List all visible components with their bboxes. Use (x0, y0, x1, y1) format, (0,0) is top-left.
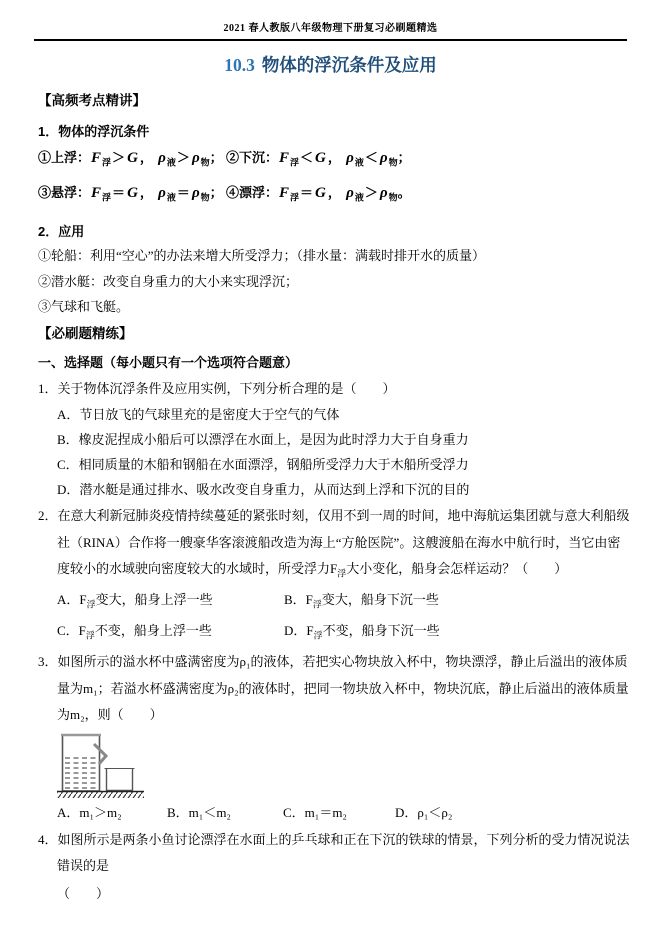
question-1-option-c: C．相同质量的木船和钢船在水面漂浮，钢船所受浮力大于木船所受浮力 (57, 457, 469, 473)
formula-segment: 液 (354, 192, 364, 203)
formula-segment: ρ (379, 184, 388, 201)
question-1-option-b: B．橡皮泥捏成小船后可以漂浮在水面上，是因为此时浮力大于自身重力 (57, 432, 469, 448)
formula-segment: ρ (379, 150, 388, 166)
formula-segment: G (127, 150, 138, 166)
section-heading-practice: 【必刷题精练】 (38, 325, 133, 341)
formula-segment: ， (139, 184, 157, 200)
empty-beaker (105, 768, 135, 790)
formula-segment: ， (139, 150, 157, 165)
title-text: 物体的浮沉条件及应用 (261, 55, 437, 75)
formula-segment: 不变，船身下沉一些 (322, 622, 440, 638)
formula-segment: ＝ (176, 184, 190, 200)
question-2-option-d (284, 618, 511, 649)
question-2-stem (38, 503, 631, 587)
formula-segment: ＜ (364, 150, 378, 165)
formula-segment: ； (209, 184, 226, 200)
formula-segment: 浮 (337, 568, 347, 579)
formula-segment: 物 (200, 192, 210, 203)
section-heading-keypoints: 【高频考点精讲】 (38, 93, 146, 108)
formula-segment: ④漂浮： (225, 184, 278, 200)
keypoint-1-heading: 1．物体的浮沉条件 (38, 124, 150, 139)
formula-segment: 液 (354, 157, 364, 168)
question-1-option-a: A．节日放飞的气球里充的是密度大于空气的气体 (57, 407, 340, 423)
formula-segment: 物 (388, 192, 398, 203)
question-2-options-row-1 (38, 587, 631, 618)
multiple-choice-heading: 一、选择题（每小题只有一个选项符合题意） (38, 354, 299, 370)
formula-segment: 物 (388, 157, 398, 168)
formula-segment: ρ (346, 184, 354, 201)
question-2-option-a (57, 587, 284, 618)
formula-segment: D．F (284, 622, 314, 638)
formula-segment: 液 (166, 157, 176, 168)
float-sink-conditions-line-2 (38, 178, 631, 213)
question-3-option-a: A．m₁＞m₂ (57, 804, 122, 820)
formula-segment: ＞ (364, 184, 378, 200)
document-body (0, 77, 661, 907)
keypoint-2-heading: 2．应用 (38, 224, 85, 240)
application-item-ship: ①轮船：利用“空心”的办法来增大所受浮力；（排水量：满载时排开水的质量） (38, 248, 486, 264)
formula-segment: 2．在意大利新冠肺炎疫情持续蔓延的紧张时刻，仅用不到一周的时间，地中海航运集团就与意大利船级社（RINA）合作将一艘豪华客滚渡船改造为海上“方舱医院”。这艘渡船在海水中航行时，当它由密度较小的水域驶向密度较大的水域时，所受浮力F (38, 508, 630, 577)
formula-segment: ＞ (176, 150, 190, 165)
formula-segment: 液 (166, 192, 176, 203)
formula-segment: F (91, 184, 102, 201)
formula-segment: 物 (200, 157, 210, 168)
document-header: 2021 春人教版八年级物理下册复习必刷题精选 (223, 23, 438, 34)
formula-segment: ； (397, 150, 411, 165)
formula-segment: 浮 (312, 599, 322, 610)
question-3-option-c: C．m₁＝m₂ (283, 804, 347, 820)
formula-segment: ②下沉： (225, 150, 278, 165)
formula-segment: B．F (284, 592, 313, 608)
formula-segment: C．F (57, 622, 86, 638)
formula-segment: ρ (191, 150, 200, 166)
overflow-cup-diagram (56, 731, 148, 799)
formula-segment: ， (327, 184, 345, 200)
formula-segment: ＝ (300, 184, 314, 200)
question-3-figure (56, 731, 631, 799)
ground-hatch (57, 791, 144, 798)
question-3-option-d: D．ρ₁＜ρ₂ (395, 804, 453, 820)
question-3-options (38, 800, 631, 826)
formula-segment: 浮 (86, 599, 96, 610)
question-3-stem: 3．如图所示的溢水杯中盛满密度为ρ₁的液体，若把实心物块放入杯中，物块漂浮，静止后溢出的液体质量为m₁；若溢水杯盛满密度为ρ₂的液体时，把同一物块放入杯中，物块沉底，静止后溢出的液体质量为m₂，则（ ） (38, 654, 629, 723)
formula-segment: 浮 (85, 630, 95, 641)
formula-segment: ρ (346, 150, 354, 166)
formula-segment: ρ (158, 184, 166, 201)
formula-segment: 大小变化，船身会怎样运动？（ ） (346, 561, 568, 577)
formula-segment: F (278, 150, 289, 166)
formula-segment: 变大，船身上浮一些 (95, 592, 213, 608)
formula-segment: ＞ (112, 150, 126, 165)
formula-segment: ρ (191, 184, 200, 201)
question-2-option-b (284, 587, 511, 618)
formula-segment: 浮 (102, 192, 112, 203)
formula-segment: A．F (57, 592, 87, 608)
formula-segment: 。 (397, 184, 411, 200)
float-sink-conditions-line-1 (38, 143, 631, 178)
header-divider (34, 39, 627, 41)
formula-segment: 变大，船身下沉一些 (321, 592, 439, 608)
formula-segment: G (127, 184, 138, 201)
formula-segment: 浮 (313, 630, 323, 641)
question-2-option-c (57, 618, 284, 649)
formula-segment: F (278, 184, 289, 201)
application-item-balloon: ③气球和飞艇。 (38, 299, 130, 315)
formula-segment: ＜ (300, 150, 314, 165)
water-dashes (65, 758, 97, 788)
formula-segment: F (91, 150, 102, 166)
formula-segment: ＝ (112, 184, 126, 200)
formula-segment: 不变，船身上浮一些 (94, 622, 212, 638)
question-1-option-d: D．潜水艇是通过排水、吸水改变自身重力，从而达到上浮和下沉的目的 (57, 482, 470, 498)
formula-segment: 浮 (289, 192, 299, 203)
formula-segment: G (315, 184, 326, 201)
formula-segment: ③悬浮： (38, 184, 91, 200)
formula-segment: ， (327, 150, 345, 165)
page-title (0, 53, 661, 77)
question-4-answer-blank: （ ） (57, 885, 110, 901)
formula-segment: ； (209, 150, 226, 165)
formula-segment: 浮 (289, 157, 299, 168)
formula-segment: G (315, 150, 326, 166)
formula-segment: ①上浮： (38, 150, 91, 165)
formula-segment: 浮 (102, 157, 112, 168)
title-number: 10.3 (224, 55, 255, 75)
application-item-submarine: ②潜水艇：改变自身重力的大小来实现浮沉； (38, 273, 299, 289)
question-4-stem: 4．如图所示是两条小鱼讨论漂浮在水面上的乒乓球和正在下沉的铁球的情景，下列分析的受力情况说法错误的是 (38, 831, 630, 874)
question-3-option-b: B．m₁＜m₂ (167, 804, 231, 820)
formula-segment: ρ (158, 150, 166, 166)
question-1-stem: 1．关于物体沉浮条件及应用实例，下列分析合理的是（ ） (38, 380, 396, 396)
question-2-options-row-2 (38, 618, 631, 649)
